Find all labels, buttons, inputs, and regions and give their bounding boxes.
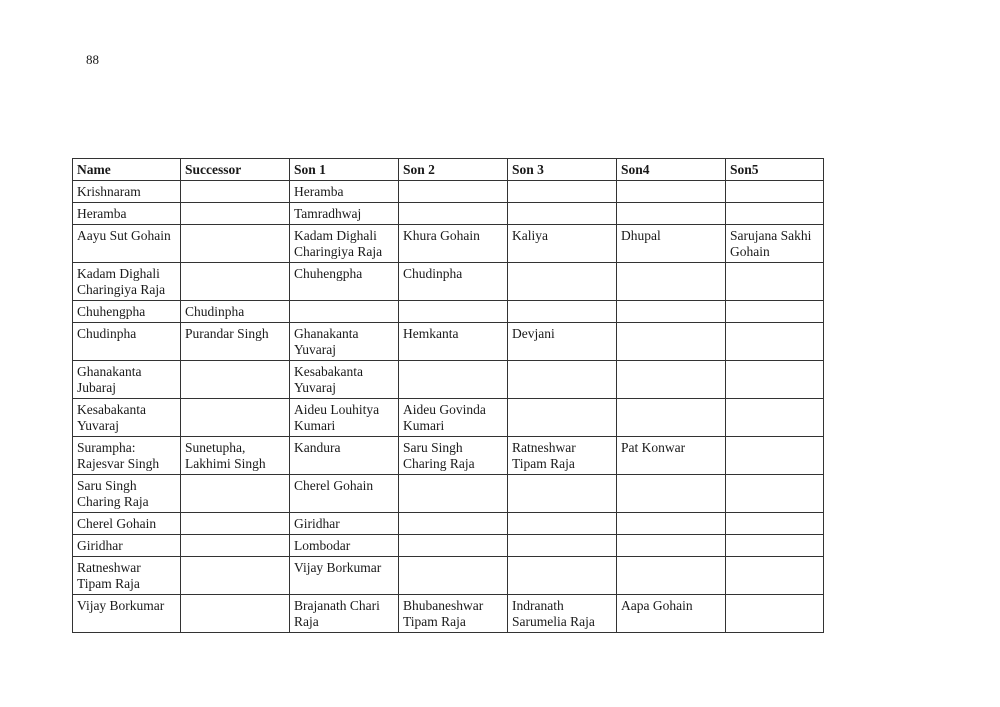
cell-son-5: [726, 399, 824, 437]
cell-son-5: [726, 513, 824, 535]
cell-son-1: Chuhengpha: [290, 263, 399, 301]
cell-son-3: Kaliya: [508, 225, 617, 263]
cell-son-2: Aideu Govinda Kumari: [399, 399, 508, 437]
cell-son-5: [726, 361, 824, 399]
cell-son-3: [508, 535, 617, 557]
table-row: [73, 181, 824, 203]
cell-son-4: [617, 181, 726, 203]
table-row: [73, 301, 824, 323]
cell-successor: [181, 535, 290, 557]
cell-son-3: [508, 203, 617, 225]
cell-son-5: [726, 301, 824, 323]
cell-successor: Sunetupha, Lakhimi Singh: [181, 437, 290, 475]
cell-son-2: [399, 361, 508, 399]
cell-son-2: [399, 475, 508, 513]
cell-son-2: Bhubaneshwar Tipam Raja: [399, 595, 508, 633]
cell-son-1: Brajanath Chari Raja: [290, 595, 399, 633]
cell-son-5: [726, 475, 824, 513]
cell-son-2: [399, 301, 508, 323]
cell-name: Giridhar: [73, 535, 181, 557]
cell-son-3: [508, 181, 617, 203]
cell-son-2: Saru Singh Charing Raja: [399, 437, 508, 475]
cell-son-1: Vijay Borkumar: [290, 557, 399, 595]
cell-son-1: Lombodar: [290, 535, 399, 557]
cell-successor: [181, 225, 290, 263]
cell-son-1: Giridhar: [290, 513, 399, 535]
cell-son-5: [726, 263, 824, 301]
cell-name: Krishnaram: [73, 181, 181, 203]
cell-son-4: [617, 361, 726, 399]
table-row: [73, 225, 824, 263]
cell-name: Heramba: [73, 203, 181, 225]
cell-son-5: [726, 535, 824, 557]
cell-son-4: [617, 399, 726, 437]
cell-son-1: Aideu Louhitya Kumari: [290, 399, 399, 437]
cell-successor: [181, 557, 290, 595]
cell-son-3: Ratneshwar Tipam Raja: [508, 437, 617, 475]
cell-son-5: [726, 323, 824, 361]
cell-son-1: [290, 301, 399, 323]
table-row: [73, 513, 824, 535]
cell-son-4: [617, 203, 726, 225]
column-header-son-5: Son5: [726, 159, 824, 181]
column-header-name: Name: [73, 159, 181, 181]
cell-successor: [181, 263, 290, 301]
cell-son-1: Ghanakanta Yuvaraj: [290, 323, 399, 361]
cell-son-3: [508, 301, 617, 323]
table-row: [73, 361, 824, 399]
cell-son-3: [508, 475, 617, 513]
cell-name: Vijay Borkumar: [73, 595, 181, 633]
cell-son-4: [617, 535, 726, 557]
cell-son-4: [617, 475, 726, 513]
cell-son-3: [508, 399, 617, 437]
cell-son-4: [617, 323, 726, 361]
cell-son-5: [726, 595, 824, 633]
cell-son-2: [399, 535, 508, 557]
cell-son-5: [726, 181, 824, 203]
cell-son-4: Dhupal: [617, 225, 726, 263]
cell-son-1: Heramba: [290, 181, 399, 203]
cell-son-5: [726, 437, 824, 475]
table-row: [73, 437, 824, 475]
cell-name: Chudinpha: [73, 323, 181, 361]
cell-name: Chuhengpha: [73, 301, 181, 323]
cell-son-2: [399, 513, 508, 535]
cell-son-2: [399, 203, 508, 225]
cell-son-5: [726, 557, 824, 595]
cell-son-3: [508, 263, 617, 301]
cell-name: Kadam Dighali Charingiya Raja: [73, 263, 181, 301]
cell-son-5: [726, 203, 824, 225]
cell-son-3: [508, 557, 617, 595]
table-row: [73, 535, 824, 557]
cell-son-3: Indranath Sarumelia Raja: [508, 595, 617, 633]
cell-successor: [181, 361, 290, 399]
genealogy-table: [72, 158, 824, 633]
column-header-son-3: Son 3: [508, 159, 617, 181]
table-row: [73, 323, 824, 361]
cell-name: Saru Singh Charing Raja: [73, 475, 181, 513]
cell-son-2: Chudinpha: [399, 263, 508, 301]
table-row: [73, 557, 824, 595]
cell-son-4: [617, 513, 726, 535]
cell-son-2: Hemkanta: [399, 323, 508, 361]
column-header-son-2: Son 2: [399, 159, 508, 181]
cell-son-2: [399, 557, 508, 595]
cell-son-4: Pat Konwar: [617, 437, 726, 475]
cell-name: Kesabakanta Yuvaraj: [73, 399, 181, 437]
cell-son-1: Kesabakanta Yuvaraj: [290, 361, 399, 399]
cell-son-3: Devjani: [508, 323, 617, 361]
column-header-successor: Successor: [181, 159, 290, 181]
cell-son-1: Tamradhwaj: [290, 203, 399, 225]
page-number: 88: [86, 52, 99, 67]
cell-son-5: Sarujana Sakhi Gohain: [726, 225, 824, 263]
header-row: [73, 159, 824, 181]
cell-successor: [181, 513, 290, 535]
cell-successor: [181, 399, 290, 437]
cell-son-1: Cherel Gohain: [290, 475, 399, 513]
table-row: [73, 475, 824, 513]
cell-son-4: [617, 301, 726, 323]
column-header-son-1: Son 1: [290, 159, 399, 181]
cell-son-3: [508, 361, 617, 399]
cell-name: Ratneshwar Tipam Raja: [73, 557, 181, 595]
cell-successor: Chudinpha: [181, 301, 290, 323]
cell-successor: Purandar Singh: [181, 323, 290, 361]
cell-son-1: Kandura: [290, 437, 399, 475]
cell-name: Surampha: Rajesvar Singh: [73, 437, 181, 475]
cell-successor: [181, 181, 290, 203]
cell-son-4: [617, 263, 726, 301]
table-row: [73, 263, 824, 301]
table-row: [73, 203, 824, 225]
cell-successor: [181, 203, 290, 225]
column-header-son-4: Son4: [617, 159, 726, 181]
cell-name: Aayu Sut Gohain: [73, 225, 181, 263]
cell-name: Ghanakanta Jubaraj: [73, 361, 181, 399]
cell-son-2: [399, 181, 508, 203]
cell-son-1: Kadam Dighali Charingiya Raja: [290, 225, 399, 263]
table-row: [73, 399, 824, 437]
cell-successor: [181, 475, 290, 513]
cell-name: Cherel Gohain: [73, 513, 181, 535]
cell-son-3: [508, 513, 617, 535]
cell-son-4: Aapa Gohain: [617, 595, 726, 633]
cell-son-4: [617, 557, 726, 595]
table-row: [73, 595, 824, 633]
cell-successor: [181, 595, 290, 633]
cell-son-2: Khura Gohain: [399, 225, 508, 263]
